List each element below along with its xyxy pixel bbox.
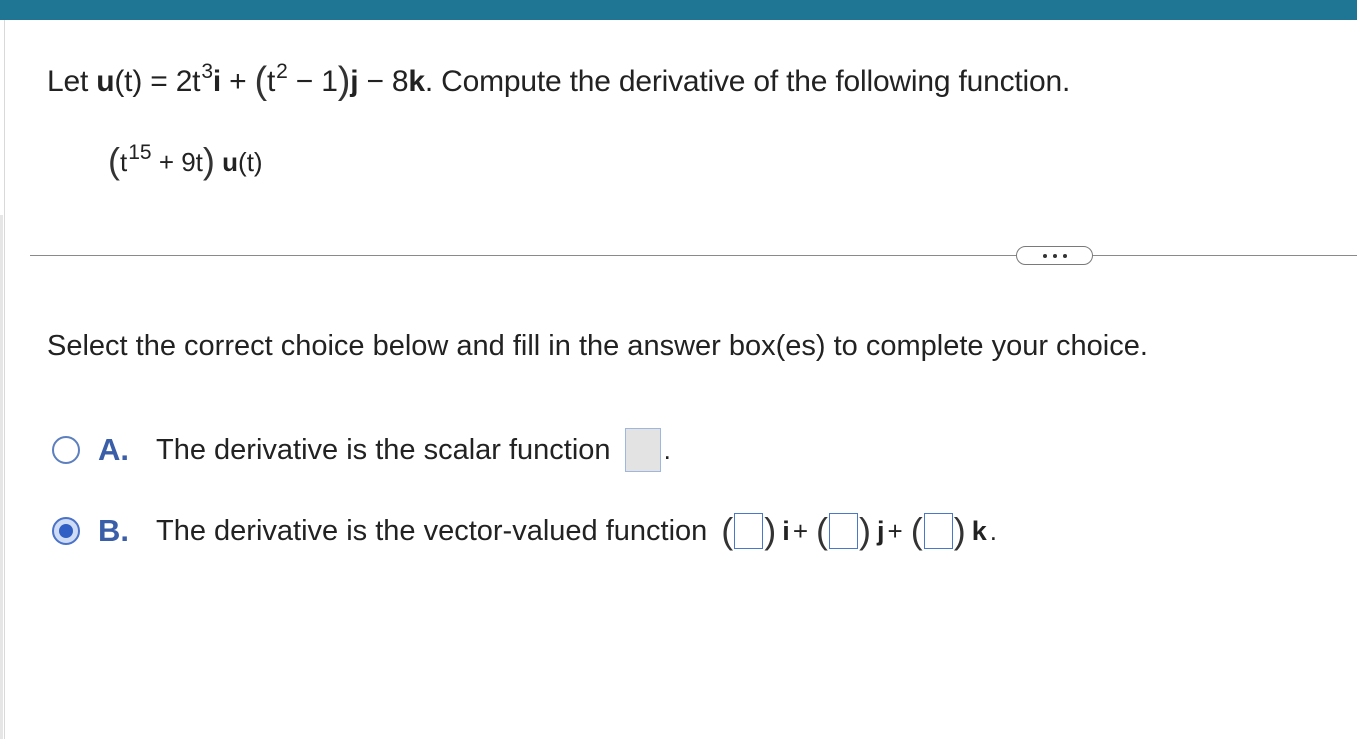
unit-k-label: k [971,515,987,546]
choice-a-period: . [663,434,671,465]
expr-vector-u: u [222,147,239,177]
radio-choice-b[interactable] [52,517,80,545]
unit-j: j [350,65,359,98]
choice-b-letter: B. [98,513,129,548]
expr-open-paren: ( [108,140,120,181]
choice-a-letter: A. [98,432,129,467]
scalar-answer-box[interactable] [625,428,661,472]
choice-b-period: . [989,515,997,546]
expr-exponent: 15 [128,141,152,164]
plus-sign-1: + [792,515,808,546]
plus-sign: + [220,65,255,98]
unit-k: k [408,65,425,98]
expr-arg: (t) [238,147,263,177]
j-open-paren: ( [816,510,828,551]
i-component-box[interactable] [734,513,763,549]
radio-selected-dot [59,524,73,538]
question-text [47,58,1070,101]
exponent-2: 2 [276,60,288,83]
i-close-paren: ) [764,510,777,551]
expr-close-paren: ) [202,140,215,181]
minus-eight: − 8 [358,65,409,98]
choice-b-text: The derivative is the vector-valued function [156,514,708,547]
unit-i-label: i [782,515,790,546]
plus-sign-2: + [887,515,903,546]
choice-b[interactable] [52,510,997,552]
i-open-paren: ( [721,510,734,551]
open-paren: ( [254,60,268,102]
j-component-box[interactable] [829,513,858,549]
ellipsis-icon [1043,254,1047,258]
exponent-3: 3 [201,60,213,83]
choice-a-text: The derivative is the scalar function [156,433,611,466]
more-options-button[interactable] [1016,246,1093,265]
minus-one: − 1 [287,65,338,98]
close-paren: ) [337,60,351,102]
vector-u: u [96,65,115,98]
expr-t: t [120,147,128,177]
j-close-paren: ) [859,510,871,551]
expr-rest: + 9t [151,147,203,177]
left-panel-edge [0,215,3,739]
unit-i: i [212,65,221,98]
question-instruction: . Compute the derivative of the following function. [424,65,1071,98]
section-divider [30,255,1357,256]
question-lead: Let [47,65,97,98]
k-component-box[interactable] [924,513,953,549]
t-term: t [267,65,276,98]
ellipsis-icon [1063,254,1067,258]
instruction-text: Select the correct choice below and fill in the answer box(es) to complete your choice. [47,330,1148,362]
k-open-paren: ( [910,510,923,551]
function-expression [108,138,263,180]
unit-j-label: j [877,515,885,546]
u-definition: (t) = 2t [114,65,201,98]
top-header-bar [0,0,1357,20]
ellipsis-icon [1053,254,1057,258]
radio-choice-a[interactable] [52,436,80,464]
left-border [4,20,5,739]
k-close-paren: ) [953,510,966,551]
choice-a[interactable] [52,428,671,472]
